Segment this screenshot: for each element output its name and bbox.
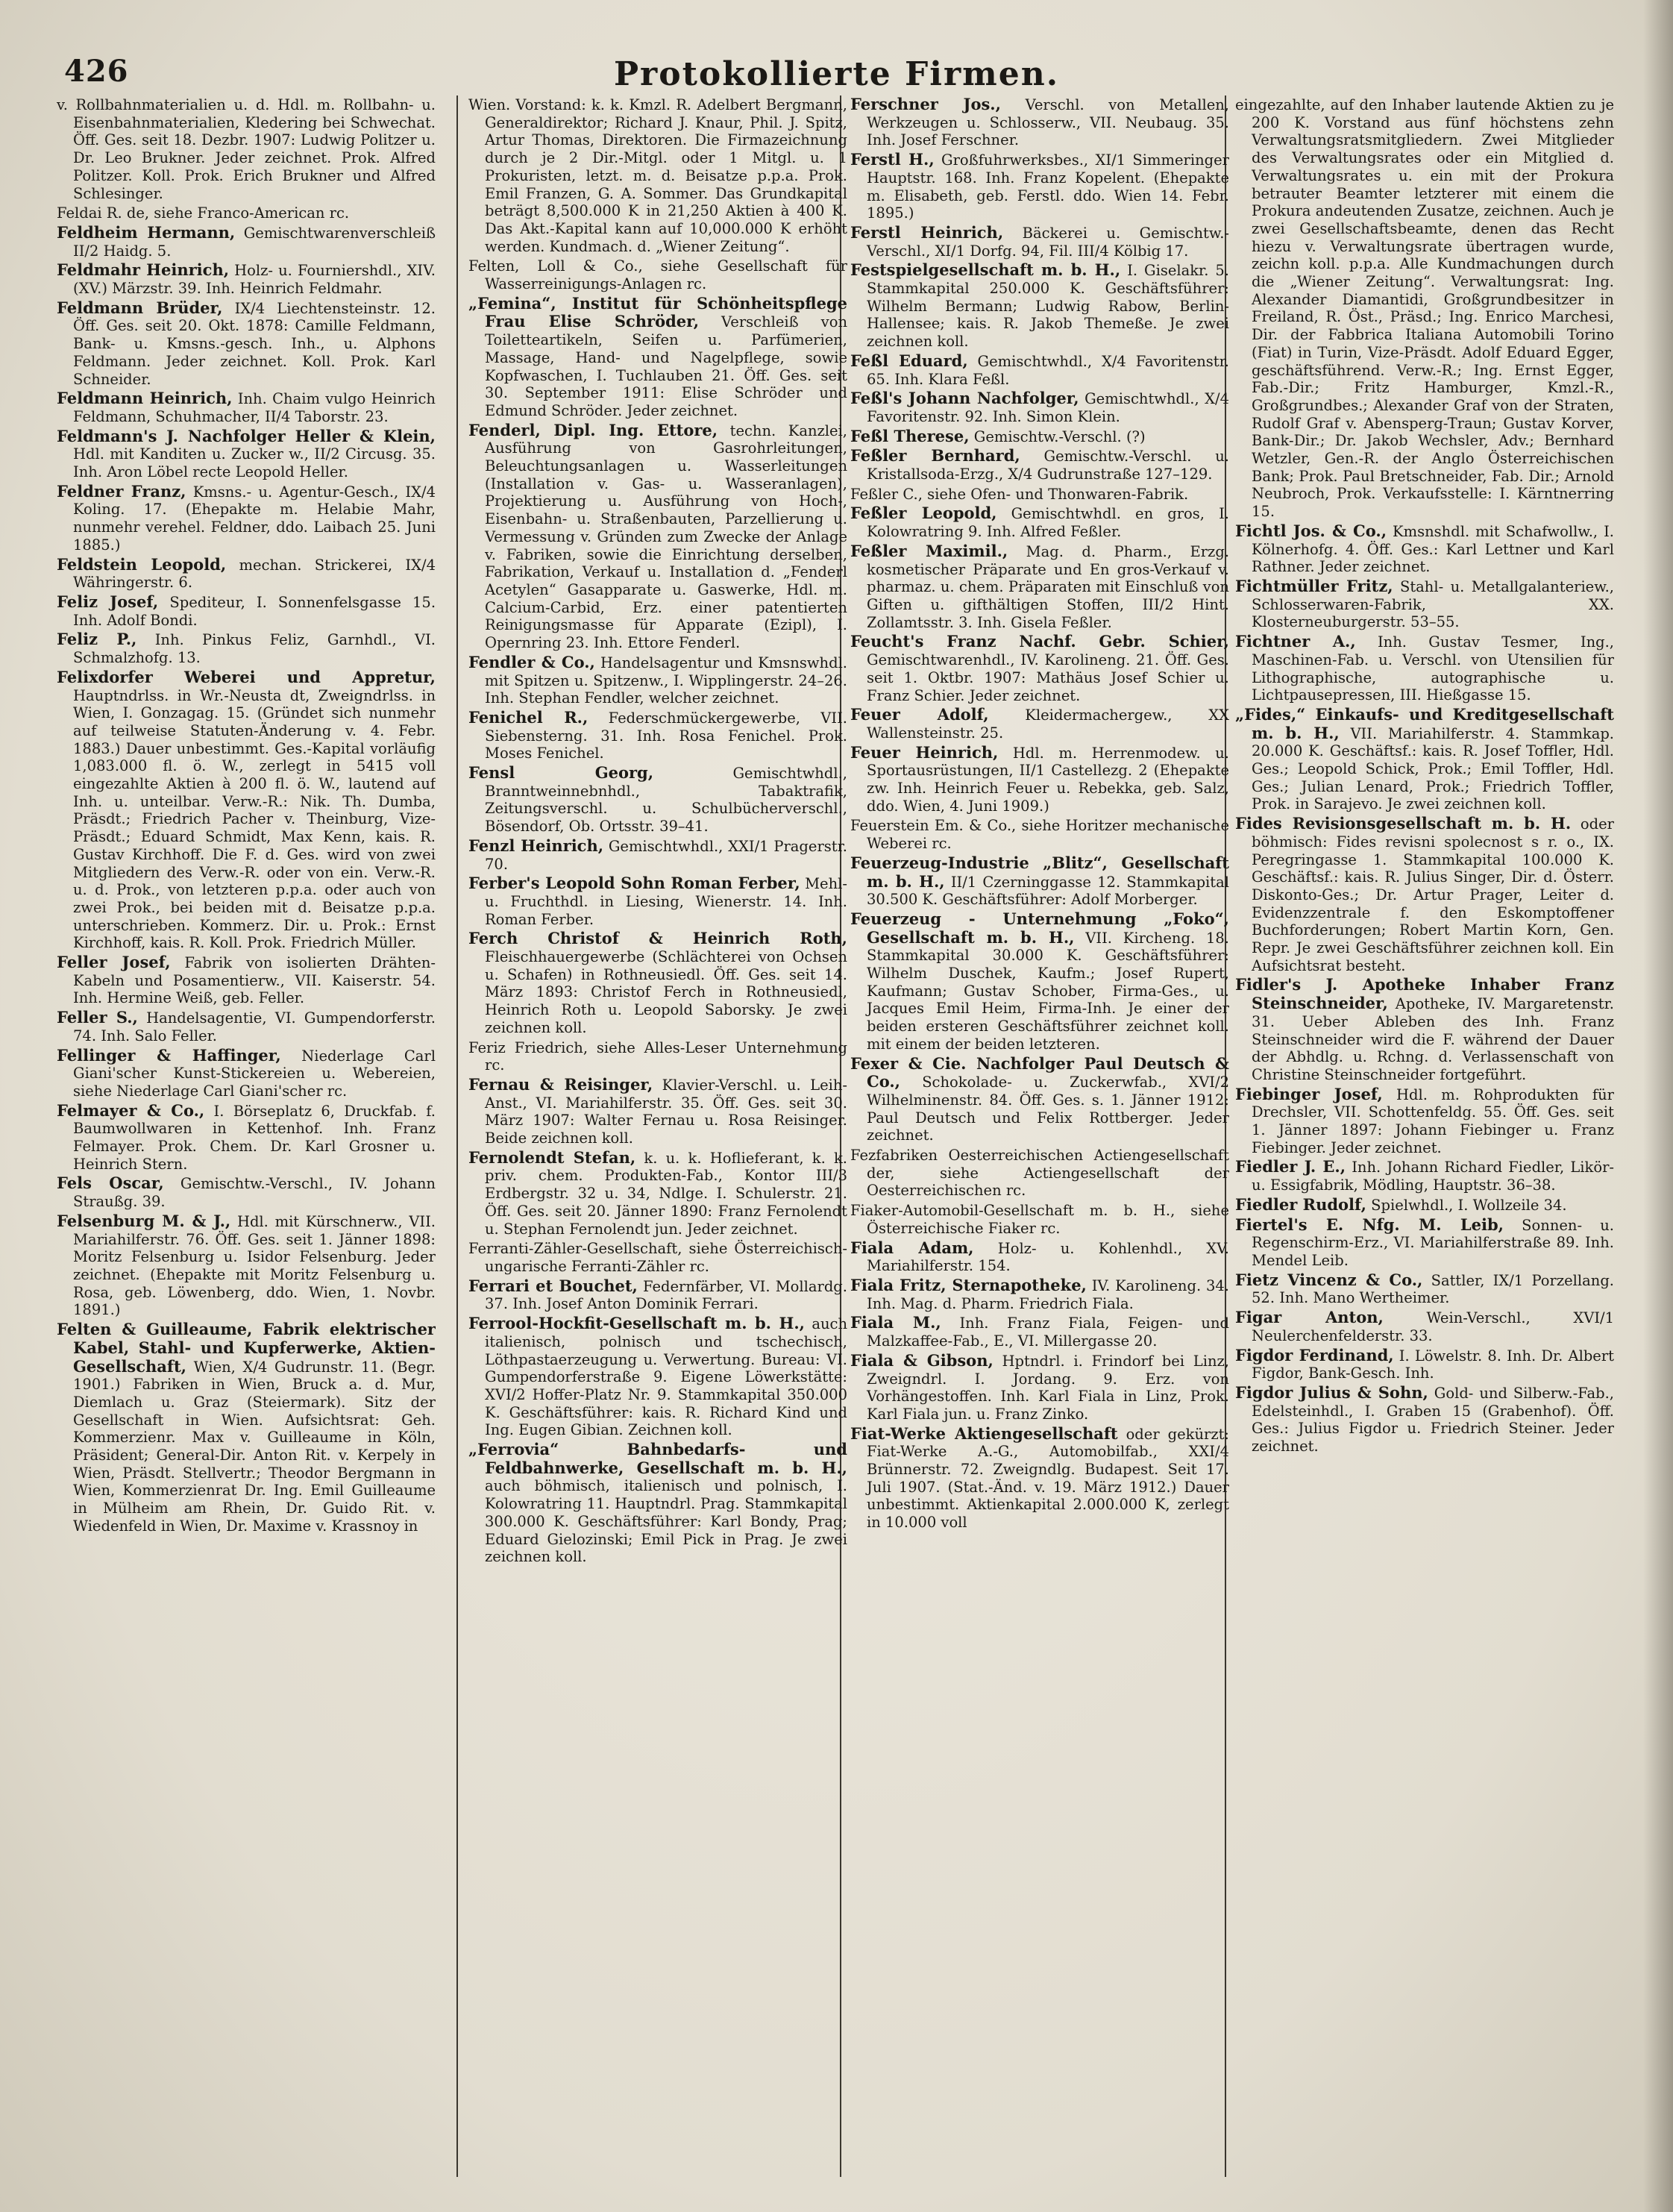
directory-entry	[1235, 577, 1614, 631]
entry-text: Federschmückergewerbe, VII. Siebensterng. 31. Inh. Rosa Fenichel. Prok. Moses Fenichel.	[485, 709, 847, 762]
entry-text: Inh. Franz Fiala, Feigen- und Malzkaffee-Fab., E., VI. Millergasse 20.	[867, 1315, 1229, 1350]
entry-name: Feliz Josef,	[57, 592, 159, 611]
entry-text: Inh. Pinkus Feliz, Garnhdl., VI. Schmalzhofg. 13.	[73, 631, 436, 667]
entry-text: Gold- und Silberw.-Fab., Edelsteinhdl., I. Graben 15 (Grabenhof). Öff. Ges.: Julius Figdor u. Friedrich Steiner. Jeder zeichnet.	[1252, 1384, 1614, 1456]
directory-entry	[850, 151, 1229, 222]
entry-text: Gemischtw.-Verschl. (?)	[973, 427, 1146, 445]
entry-name: Fiala Fritz, Sternapotheke,	[850, 1276, 1087, 1294]
entry-name: Fensl Georg,	[468, 763, 654, 783]
directory-entry	[1235, 815, 1614, 974]
entry-text: Klavier-Verschl. u. Leih-Anst., VI. Mariahilferstr. 35. Öff. Ges. seit 30. März 1907: Walter Fernau u. Rosa Reisinger. Beide zeichnen koll.	[485, 1076, 847, 1147]
entry-name: Fides Revisionsgesellschaft m. b. H.	[1235, 814, 1572, 833]
directory-entry	[57, 1102, 436, 1174]
directory-entry	[468, 1076, 847, 1147]
entry-text: Gemischtw.-Verschl. u. Kristallsoda-Erzg., X/4 Gudrunstraße 127–129.	[867, 448, 1229, 483]
entry-name: Fiebinger Josef,	[1235, 1084, 1383, 1103]
entry-name: Felten & Guilleaume, Fabrik elektrischer Kabel, Stahl- und Kupferwerke, Aktien-Gesellschaft,	[57, 1320, 436, 1376]
directory-entry	[1235, 1347, 1614, 1382]
entry-text: Großfuhrwerksbes., XI/1 Simmeringer Hauptstr. 168. Inh. Franz Kopelent. (Ehepakte m. Elisabeth, geb. Ferstl. ddo. Wien 14. Febr. 1895.)	[867, 151, 1229, 222]
entry-text: Niederlage Carl Giani'scher Kunst-Stickereien u. Webereien, siehe Niederlage Carl Giani'scher rc.	[73, 1047, 436, 1100]
entry-text: Hauptndrlss. in Wr.-Neusta dt, Zweigndrlss. in Wien, I. Gonzagag. 15. (Gründet sich nunmehr auf teilweise Statuten-Änderung v. 4. Febr. 1883.) Dauer unbestimmt. Ges.-Kapital vorläufig 1,083.000 fl. ö. W., zerlegt in 5415 voll eingezahlte Aktien à 200 fl. ö. W., lautend auf Inh. u. unteilbar. Verw.-R.: Nik. Th. Dumba, Präsdt.; Friedrich Pacher v. Theinburg, Vize-Präsdt.; Eduard Schmidt, Max Kenn, kais. R. Gustav Kirchhoff. Die F. d. Ges. wird von zwei Mitgliedern des Verw.-R. oder von ein. Verw.-R. u. d. Prok., von letzteren p.p.a. oder auch von zwei Prok., bei beiden mit d. Beisatze p.p.a. unterschrieben. Kommerz. Dir. u. Prok.: Ernst Kirchhoff, kais. R. Koll. Prok. Friedrich Müller.	[73, 686, 436, 952]
entry-text: Spediteur, I. Sonnenfelsgasse 15. Inh. Adolf Bondi.	[73, 593, 436, 629]
entry-name: Feldmahr Heinrich,	[57, 260, 230, 280]
directory-entry	[57, 953, 436, 1007]
entry-name: Felsenburg M. & J.,	[57, 1211, 231, 1230]
entry-name: Felixdorfer Weberei und Appretur,	[57, 667, 436, 686]
directory-entry	[850, 910, 1229, 1053]
entry-text: IX/4 Liechtensteinstr. 12. Öff. Ges. seit 20. Okt. 1878: Camille Feldmann, Bank- u. Kmsns.-gesch. Inh., u. Alphons Feldmann. Jeder zeichnet. Koll. Prok. Karl Schneider.	[73, 299, 436, 388]
entry-text: Kmsnshdl. mit Schafwollw., I. Kölnerhofg. 4. Öff. Ges.: Karl Lettner und Karl Rathner. Jeder zeichnet.	[1252, 522, 1614, 576]
entry-name: Fidler's J. Apotheke Inhaber Franz Steinschneider,	[1235, 975, 1614, 1013]
entry-text: Hdl. m. Herrenmodew. u. Sportausrüstungen, II/1 Castellezg. 2 (Ehepakte zw. Inh. Heinrich Feuer u. Rebekka, geb. Salz, ddo. Wien, 4. Juni 1909.)	[867, 744, 1229, 815]
directory-entry	[57, 261, 436, 297]
entry-text: Gemischtwhdl. en gros, I. Kolowratring 9. Inh. Alfred Feßler.	[867, 505, 1229, 541]
entry-name: Fichtl Jos. & Co.,	[1235, 521, 1387, 540]
entry-name: Fernolendt Stefan,	[468, 1147, 636, 1167]
entry-text: Wien, X/4 Gudrunstr. 11. (Begr. 1901.) Fabriken in Wien, Bruck a. d. Mur, Diemlach u. Graz (Steiermark). Sitz der Gesellschaft in Wien. Aufsichtsrat: Geh. Kommerzienr. Max v. Guilleaume in Köln, Präsident; General-Dir. Anton Rit. v. Kerpely in Wien, Präsdt. Stellvertr.; Theodor Bergmann in Wien, Kommerzienrat Dr. Ing. Emil Guilleaume in Mülheim am Rhein, Dr. Guido Rit. v. Wiedenfeld in Wien, Dr. Maxime v. Krassnoy in	[73, 1358, 436, 1535]
entry-text: k. u. k. Hoflieferant, k. k. priv. chem. Produkten-Fab., Kontor III/3 Erdbergstr. 32 u. 34, Ndlge. I. Schulerstr. 21. Öff. Ges. seit 20. Jänner 1890: Franz Fernolendt u. Stephan Fernolendt jun. Jeder zeichnet.	[485, 1149, 847, 1238]
entry-name: Fexer & Cie. Nachfolger Paul Deutsch & Co.,	[850, 1053, 1229, 1091]
column-divider	[456, 95, 458, 2177]
running-title: Protokollierte Firmen.	[613, 55, 1060, 93]
entry-name: Feucht's Franz Nachf. Gebr. Schier,	[850, 632, 1229, 651]
directory-entry	[57, 299, 436, 389]
entry-text: Federnfärber, VI. Mollardg. 37. Inh. Josef Anton Dominik Ferrari.	[485, 1277, 847, 1313]
directory-entry	[850, 1201, 1229, 1237]
entry-name: Feßler Bernhard,	[850, 446, 1020, 466]
entry-text: Handelsagentie, VI. Gumpendorferstr. 74. Inh. Salo Feller.	[73, 1009, 436, 1044]
entry-text: Apotheke, IV. Margaretenstr. 31. Ueber Ableben des Inh. Franz Steinschneider wird die F. während der Dauer der Abhdlg. u. Rchng. d. Verlassenschaft von Christine Steinschneider fortgeführt.	[1252, 995, 1614, 1083]
entry-text: Mag. d. Pharm., Erzg. kosmetischer Präparate und En gros-Verkauf v. pharmaz. u. chem. Präparaten mit Einschluß von Giften u. gifthältigen Stoffen, III/2 Hint. Zollamtsstr. 3. Inh. Gisela Feßler.	[867, 542, 1229, 631]
entry-text: Hdl. m. Rohprodukten für Drechsler, VII. Schottenfeldg. 55. Öff. Ges. seit 1. Jänner 1897: Johann Fiebinger u. Franz Fiebinger. Jeder zeichnet.	[1252, 1085, 1614, 1156]
directory-entry	[468, 709, 847, 762]
entry-name: Feßler Leopold,	[850, 504, 997, 523]
entry-text: Schokolade- u. Zuckerwfab., XVI/2 Wilhelminenstr. 84. Öff. Ges. s. 1. Jänner 1912: Paul Deutsch und Felix Rottberger. Jeder zeichnet.	[867, 1074, 1229, 1144]
entry-name: Fiala & Gibson,	[850, 1350, 994, 1370]
directory-entry	[850, 1352, 1229, 1423]
entry-name: Feuerzeug-Industrie „Blitz“, Gesellschaft m. b. H.,	[850, 853, 1229, 891]
directory-entry	[468, 295, 847, 420]
directory-entry	[57, 427, 436, 481]
entry-name: Ferch Christof & Heinrich Roth,	[468, 929, 847, 948]
entry-name: Fellinger & Haffinger,	[57, 1045, 281, 1065]
directory-entry	[57, 483, 436, 554]
entry-name: „Fides,“ Einkaufs- und Kreditgesellschaft m. b. H.,	[1235, 704, 1614, 742]
entry-name: Feller S.,	[57, 1008, 138, 1027]
directory-entry	[850, 1055, 1229, 1145]
directory-entry	[1235, 633, 1614, 704]
entry-name: Figdor Ferdinand,	[1235, 1345, 1394, 1365]
entry-text: I. Giselakr. 5. Stammkapital 250.000 K. Geschäftsführer: Wilhelm Bermann; Ludwig Rabow, Berlin-Hallensee; kais. R. Jakob Themeße. Je zwei zeichnen koll.	[867, 262, 1229, 351]
directory-entry	[850, 633, 1229, 704]
directory-entry	[468, 837, 847, 873]
directory-entry	[1235, 522, 1614, 576]
page-edge-shadow	[1643, 0, 1673, 2212]
entry-text: Inh. Chaim vulgo Heinrich Feldmann, Schuhmacher, II/4 Taborstr. 23.	[73, 390, 436, 425]
column-1	[57, 95, 436, 2184]
entry-text: IV. Karolineng. 34. Inh. Mag. d. Pharm. Friedrich Fiala.	[867, 1277, 1229, 1312]
entry-name: Ferschner Jos.,	[850, 95, 1001, 113]
directory-entry	[57, 1174, 436, 1210]
entry-text: Gemischtwarenverschleiß II/2 Haidg. 5.	[73, 224, 436, 260]
directory-entry	[1235, 1085, 1614, 1157]
directory-entry	[850, 1239, 1229, 1275]
entry-name: Fichtmüller Fritz,	[1235, 576, 1393, 595]
entry-text: Hdl. mit Kürschnerw., VII. Mariahilferstr. 76. Öff. Ges. seit 1. Jänner 1898: Moritz Felsenburg u. Isidor Felsenburg. Jeder zeichnet. (Ehepakte mit Moritz Felsenburg u. Rosa, geb. Löwenberg, ddo. Wien, 1. Novbr. 1891.)	[73, 1212, 436, 1319]
directory-entry	[850, 504, 1229, 540]
entry-text: Holz- u. Fourniershdl., XIV. (XV.) Märzstr. 39. Inh. Heinrich Feldmahr.	[73, 262, 436, 298]
entry-text: VII. Mariahilferstr. 4. Stammkap. 20.000 K. Geschäftsf.: kais. R. Josef Toffler, Hdl. Ges.; Leopold Schick, Prok.; Emil Toffler, Hdl. Ges.; Julian Lenard, Prok.; Friedrich Toffler, Prok. in Sarajevo. Je zwei zeichnen koll.	[1252, 724, 1614, 813]
entry-name: Fels Oscar,	[57, 1174, 164, 1193]
entry-text: v. Rollbahnmaterialien u. d. Hdl. m. Rollbahn- u. Eisenbahnmaterialien, Kledering bei Schwechat. Öff. Ges. seit 18. Dezbr. 1907: Ludwig Politzer u. Dr. Leo Brukner. Jeder zeichnet. Prok. Alfred Politzer. Koll. Prok. Erich Brukner und Alfred Schlesinger.	[57, 96, 436, 202]
entry-name: Ferrari et Bouchet,	[468, 1276, 638, 1295]
entry-name: Feuerzeug - Unternehmung „Foko“, Gesellschaft m. b. H.,	[850, 909, 1229, 947]
entry-text: techn. Kanzlei, Ausführung von Gasrohrleitungen, Beleuchtungsanlagen u. Wasserleitungen (Installation v. Gas- u. Wasseranlagen), Projektierung u. Ausführung von Hoch-, Eisenbahn- u. Straßenbauten, Parzellierung u. Vermessung v. Gründen zum Zwecke der Anlage v. Fabriken, sowie die Einrichtung derselben, Fabrikation, Verkauf u. Installation d. „Fenderl Acetylen“ Gasapparate u. Gaswerke, Hdl. m. Calcium-Carbid, Erz. einer patentierten Reinigungsmasse für Apparate (Ezipl), I. Opernring 23. Inh. Ettore Fenderl.	[485, 422, 847, 652]
entry-text: Gemischtw.-Verschl., IV. Johann Straußg. 39.	[73, 1175, 436, 1211]
entry-text: Hdl. mit Kanditen u. Zucker w., II/2 Circusg. 35. Inh. Aron Löbel recte Leopold Heller.	[73, 445, 436, 481]
entry-name: „Femina“, Institut für Schönheitspflege Frau Elise Schröder,	[468, 293, 847, 331]
column-3	[850, 95, 1229, 2184]
entry-text: Sonnen- u. Regenschirm-Erz., VI. Mariahilferstraße 89. Inh. Mendel Leib.	[1252, 1216, 1614, 1269]
entry-text: I. Börseplatz 6, Druckfab. f. Baumwollwaren in Kettenhof. Inh. Franz Felmayer. Prok. Chem. Dr. Karl Grosner u. Heinrich Stern.	[73, 1102, 436, 1173]
entry-text: oder böhmisch: Fides revisni spolecnost s r. o., IX. Peregringasse 1. Stammkapital 100.000 K. Geschäftsf.: kais. R. Julius Singer, Dir. d. Österr. Diskonto-Ges.; Dr. Artur Prager, Leiter d. Evidenzzentrale f. den Eskomptoffener Buchforderungen; Robert Martin Korn, Gen. Repr. Je zwei Geschäftsführer zeichnen koll. Ein Aufsichtsrat besteht.	[1252, 815, 1614, 974]
page-number: 426	[64, 54, 129, 89]
directory-entry	[850, 224, 1229, 260]
entry-text: Ferranti-Zähler-Gesellschaft, siehe Österreichisch-ungarische Ferranti-Zähler rc.	[468, 1240, 847, 1275]
entry-name: Fenzl Heinrich,	[468, 836, 604, 855]
entry-name: Fiedler Rudolf,	[1235, 1194, 1366, 1214]
directory-entry	[850, 1146, 1229, 1200]
entry-name: Figdor Julius & Sohn,	[1235, 1382, 1428, 1402]
entry-text: Fezfabriken Oesterreichischen Actiengesellschaft der, siehe Actiengesellschaft der Oesterreichischen rc.	[850, 1147, 1229, 1200]
entry-text: Gemischtwarenhdl., IV. Karolineng. 21. Öff. Ges. seit 1. Oktbr. 1907: Mathäus Josef Schier u. Franz Schier. Jeder zeichnet.	[867, 651, 1229, 704]
directory-entry	[850, 542, 1229, 632]
column-2	[468, 95, 847, 2184]
directory-entry	[850, 744, 1229, 815]
directory-entry	[468, 1441, 847, 1566]
entry-name: Figar Anton,	[1235, 1308, 1384, 1327]
entry-text: I. Löwelstr. 8. Inh. Dr. Albert Figdor, Bank-Gesch. Inh.	[1252, 1347, 1614, 1382]
entry-name: Feliz P.,	[57, 630, 137, 649]
entry-name: Feuer Adolf,	[850, 705, 989, 724]
entry-text: auch italienisch, polnisch und tschechisch, Löthpastaerzeugung u. Verwertung. Bureau: VI. Gumpendorferstraße 9. Eigene Löwerkstätte: XVI/2 Hoffer-Platz Nr. 9. Stammkapital 350.000 K. Geschäftsführer: kais. R. Richard Kind und Ing. Eugen Gibian. Zeichnen koll.	[485, 1315, 847, 1439]
entry-name: Ferrool-Hockfit-Gesellschaft m. b. H.,	[468, 1314, 805, 1333]
directory-entry	[1235, 1309, 1614, 1344]
entry-name: Feldmann Heinrich,	[57, 389, 233, 408]
entry-text: Verschleiß von Toiletteartikeln, Seifen u. Parfümerien, Massage, Hand- und Nagelpflege, sowie Kopfwaschen, I. Tuchlauben 21. Öff. Ges. seit 30. September 1911: Elise Schröder und Edmund Schröder. Jeder zeichnet.	[485, 313, 847, 419]
directory-entry	[850, 352, 1229, 388]
directory-entry	[57, 668, 436, 952]
entry-name: Fendler & Co.,	[468, 652, 595, 671]
entry-text: Sattler, IX/1 Porzellang. 52. Inh. Mano Wertheimer.	[1252, 1271, 1614, 1307]
entry-text: Felten, Loll & Co., siehe Gesellschaft für Wasserreinigungs-Anlagen rc.	[468, 257, 847, 293]
directory-entry	[468, 764, 847, 836]
directory-entry	[850, 389, 1229, 425]
entry-text: Handelsagentur und Kmsnswhdl. mit Spitzen u. Spitzenw., I. Wipplingerstr. 24–26. Inh. Stephan Fendler, welcher zeichnet.	[485, 654, 847, 707]
entry-text: Bäckerei u. Gemischtw.-Verschl., XI/1 Dorfg. 94, Fil. III/4 Kölbig 17.	[867, 224, 1229, 260]
entry-text: eingezahlte, auf den Inhaber lautende Aktien zu je 200 K. Vorstand aus fünf höchstens zehn Verwaltungsratsmitgliedern. Zwei Mitglieder des Verwaltungsrates oder ein Mitglied d. Verwaltungsrates u. ein mit der Prokura betrauter Beamter letzterer mit einem die Prokura andeutenden Zusatze, zeichnen. Auch je zwei Gesellschaftsbeamte, denen das Recht hiezu v. Verwaltungsrate übertragen wurde, zeichn koll. p.p.a. Alle Kundmachungen durch die „Wiener Zeitung“. Verwaltungsrat: Ing. Alexander Diamantidi, Großgrundbesitzer in Freiland, R. Öst., Präsd.; Ing. Enrico Marchesi, Dir. der Fabbrica Italiana Automobili Torino (Fiat) in Turin, Vize-Präsdt. Adolf Eduard Egger, geschäftsführend. Verw.-R.; Ing. Ernst Egger, Fab.-Dir.; Fritz Hamburger, Kmzl.-R., Großgrundbes.; Alexander Graf von der Straten, Rudolf Graf v. Abensperg-Traun; Gustav Korver, Bank-Dir.; Dr. Jakob Wechsler, Adv.; Bernhard Wetzler, Gen.-R. der Anglo Österreichischen Bank; Prok. Paul Bretschneider, Fab. Dir.; Arnold Neubroch, Prok. Verkaufsstelle: I. Kärntnerring 15.	[1235, 96, 1614, 521]
entry-name: Feßl's Johann Nachfolger,	[850, 389, 1079, 408]
directory-entry	[1235, 1384, 1614, 1456]
entry-name: Feldheim Hermann,	[57, 222, 236, 242]
entry-text: Feßler C., siehe Ofen- und Thonwaren-Fabrik.	[850, 485, 1189, 503]
entry-name: „Ferrovia“ Bahnbedarfs- und Feldbahnwerke, Gesellschaft m. b. H.,	[468, 1440, 847, 1477]
entry-text: Inh. Johann Richard Fiedler, Likör- u. Essigfabrik, Mödling, Hauptstr. 36–38.	[1252, 1159, 1614, 1194]
directory-entry	[57, 630, 436, 666]
entry-name: Fenichel R.,	[468, 707, 588, 727]
entry-text: Wien. Vorstand: k. k. Kmzl. R. Adelbert Bergmann, Generaldirektor; Richard J. Knaur, Phil. J. Spitz, Artur Thomas, Direktoren. Die Firmazeichnung durch je 2 Dir.-Mitgl. oder 1 Mitgl. u. 1 Prokuristen, letzt. m. d. Beisatze p.p.a. Prok. Emil Franzen, G. A. Sommer. Das Grundkapital beträgt 8,500.000 K in 21,250 Aktien à 400 K. Das Akt.-Kapital kann auf 10,000.000 K erhöht werden. Kundmach. d. „Wiener Zeitung“.	[468, 96, 847, 255]
directory-entry	[468, 257, 847, 292]
directory-entry	[468, 1038, 847, 1074]
entry-text: Feuerstein Em. & Co., siehe Horitzer mechanische Weberei rc.	[850, 817, 1229, 853]
directory-entry	[1235, 1216, 1614, 1270]
entry-name: Ferstl Heinrich,	[850, 222, 1004, 242]
entry-text: Fleischhauergewerbe (Schlächterei von Ochsen u. Schafen) in Rothneusiedl. Öff. Ges. seit 14. März 1893: Christof Ferch in Rothneusiedl, Heinrich Roth u. Leopold Saborsky. Je zwei zeichnen koll.	[485, 948, 847, 1036]
directory-entry	[850, 816, 1229, 852]
directory-entry	[1235, 706, 1614, 813]
directory-entry	[468, 1315, 847, 1439]
entry-name: Ferstl H.,	[850, 150, 935, 169]
entry-text: mechan. Strickerei, IX/4 Währingerstr. 6.	[73, 556, 436, 592]
directory-entry	[850, 447, 1229, 483]
directory-entry	[1235, 976, 1614, 1083]
entry-name: Fernau & Reisinger,	[468, 1074, 653, 1094]
directory-entry	[850, 706, 1229, 742]
directory-entry	[850, 485, 1229, 504]
entry-name: Fichtner A.,	[1235, 632, 1356, 651]
entry-text: VII. Kircheng. 18. Stammkapital 30.000 K. Geschäftsführer: Wilhelm Duschek, Kaufm.; Josef Rupert, Kaufmann; Gustav Schober, Firma-Ges., u. Jacques Emil Heim, Firma-Inh. Je einer der beiden ersteren Geschäftsführer zeichnet koll. mit einem der beiden letzteren.	[867, 929, 1229, 1053]
entry-text: Gemischtwhdl., Branntweinnebnhdl., Tabaktrafik, Zeitungsverschl. u. Schulbücherverschl., Bösendorf, Ob. Ortsstr. 39–41.	[485, 765, 847, 836]
directory-entry	[57, 204, 436, 222]
entry-text: Kmsns.- u. Agentur-Gesch., IX/4 Koling. 17. (Ehepakte m. Helabie Mahr, nunmehr verehel. Feldner, ddo. Laibach 25. Juni 1885.)	[73, 483, 436, 554]
entry-text: Mehl- u. Fruchthdl. in Liesing, Wienerstr. 14. Inh. Roman Ferber.	[485, 875, 847, 928]
entry-name: Feldstein Leopold,	[57, 554, 227, 574]
entry-text: Inh. Gustav Tesmer, Ing., Maschinen-Fab. u. Verschl. von Utensilien für Lithographische, autographische u. Lichtpausepressen, III. Hießgasse 15.	[1252, 633, 1614, 704]
entry-name: Fenderl, Dipl. Ing. Ettore,	[468, 420, 718, 439]
entry-text: Wein-Verschl., XVI/1 Neulerchenfelderstr. 33.	[1252, 1309, 1614, 1344]
entry-text: Stahl- u. Metallgalanteriew., Schlosserwaren-Fabrik, XX. Klosterneuburgerstr. 53–55.	[1252, 577, 1614, 631]
directory-entry	[850, 1276, 1229, 1312]
directory-entry	[57, 1047, 436, 1100]
entry-text: Verschl. von Metallen, Werkzeugen u. Schlosserw., VII. Neubaug. 35. Inh. Josef Ferschner.	[867, 96, 1229, 149]
directory-entry	[1235, 1158, 1614, 1194]
entry-text: Holz- u. Kohlenhdl., XV. Mariahilferstr. 154.	[867, 1239, 1229, 1275]
directory-entry	[468, 1277, 847, 1313]
entry-name: Fiedler J. E.,	[1235, 1157, 1346, 1177]
directory-entry	[57, 1320, 436, 1535]
entry-text: Spielwhdl., I. Wollzeile 34.	[1371, 1196, 1567, 1214]
directory-entry	[1235, 1271, 1614, 1307]
entry-name: Fiertel's E. Nfg. M. Leib,	[1235, 1215, 1504, 1234]
directory-entry	[57, 556, 436, 592]
entry-name: Feldmann Brüder,	[57, 298, 223, 317]
directory-entry	[850, 854, 1229, 909]
directory-entry	[850, 1314, 1229, 1350]
entry-name: Feller Josef,	[57, 953, 171, 972]
directory-entry	[468, 422, 847, 652]
entry-name: Feßl Eduard,	[850, 351, 968, 370]
entry-text: Gemischtwhdl., X/4 Favoritenstr. 92. Inh. Simon Klein.	[867, 390, 1229, 425]
directory-entry	[850, 427, 1229, 446]
entry-text: Fabrik von isolierten Drähten-Kabeln und Posamentierw., VII. Kaiserstr. 54. Inh. Hermine Weiß, geb. Feller.	[73, 954, 436, 1007]
entry-text: oder gekürzt: Fiat-Werke A.-G., Automobilfab., XXI/4 Brünnerstr. 72. Zweigndlg. Budapest. Seit 17. Juli 1907. (Stat.-Änd. v. 19. März 1912.) Dauer unbestimmt. Aktienkapital 2.000.000 K, zerlegt in 10.000 voll	[867, 1425, 1229, 1532]
entry-name: Ferber's Leopold Sohn Roman Ferber,	[468, 874, 800, 893]
directory-entry	[468, 654, 847, 707]
directory-entry	[57, 389, 436, 425]
entry-name: Feuer Heinrich,	[850, 742, 999, 762]
directory-entry	[57, 1212, 436, 1319]
directory-entry	[468, 95, 847, 255]
entry-text: Kleidermachergew., XX Wallensteinstr. 25.	[867, 706, 1229, 742]
entry-name: Festspielgesellschaft m. b. H.,	[850, 260, 1121, 280]
entry-text: Gemischtwhdl., XXI/1 Pragerstr. 70.	[485, 837, 847, 873]
entry-name: Fiala Adam,	[850, 1238, 974, 1257]
entry-name: Felmayer & Co.,	[57, 1100, 205, 1120]
directory-entry	[57, 95, 436, 202]
directory-entry	[468, 930, 847, 1036]
entry-text: Fiaker-Automobil-Gesellschaft m. b. H., siehe Österreichische Fiaker rc.	[850, 1202, 1229, 1237]
directory-entry	[1235, 1196, 1614, 1215]
entry-text: Feldai R. de, siehe Franco-American rc.	[57, 204, 350, 222]
directory-entry	[850, 1425, 1229, 1532]
entry-name: Feßl Therese,	[850, 426, 970, 445]
column-4	[1235, 95, 1614, 2184]
directory-entry	[468, 874, 847, 928]
directory-entry	[57, 224, 436, 260]
directory-entry	[468, 1239, 847, 1275]
entry-text: Gemischtwhdl., X/4 Favoritenstr. 65. Inh. Klara Feßl.	[867, 352, 1229, 388]
entry-text: Feriz Friedrich, siehe Alles-Leser Unternehmung rc.	[468, 1038, 847, 1074]
entry-text: auch böhmisch, italienisch und polnisch, I. Kolowratring 11. Hauptndrl. Prag. Stammkapital 300.000 K. Geschäftsführer: Karl Bondy, Prag; Eduard Gielozinski; Emil Pick in Prag. Je zwei zeichnen koll.	[485, 1477, 847, 1566]
directory-entry	[468, 1149, 847, 1238]
entry-name: Fiala M.,	[850, 1313, 941, 1332]
entry-name: Fietz Vincenz & Co.,	[1235, 1270, 1423, 1289]
entry-name: Feldner Franz,	[57, 481, 186, 501]
entry-name: Feßler Maximil.,	[850, 541, 1008, 560]
entry-name: Fiat-Werke Aktiengesellschaft	[850, 1423, 1118, 1443]
directory-entry	[1235, 95, 1614, 521]
directory-entry	[850, 261, 1229, 351]
directory-entry	[57, 1009, 436, 1044]
directory-entry	[57, 593, 436, 629]
entry-name: Feldmann's J. Nachfolger Heller & Klein,	[57, 426, 436, 445]
entry-text: II/1 Czerninggasse 12. Stammkapital 30.500 K. Geschäftsführer: Adolf Morberger.	[867, 873, 1229, 909]
directory-entry	[850, 95, 1229, 149]
entry-text: Hptndrl. i. Frindorf bei Linz, Zweigndrl. I. Jordang. 9. Erz. von Vorhängestoffen. Inh. Karl Fiala in Linz, Prok. Karl Fiala jun. u. Franz Zinko.	[867, 1352, 1229, 1423]
